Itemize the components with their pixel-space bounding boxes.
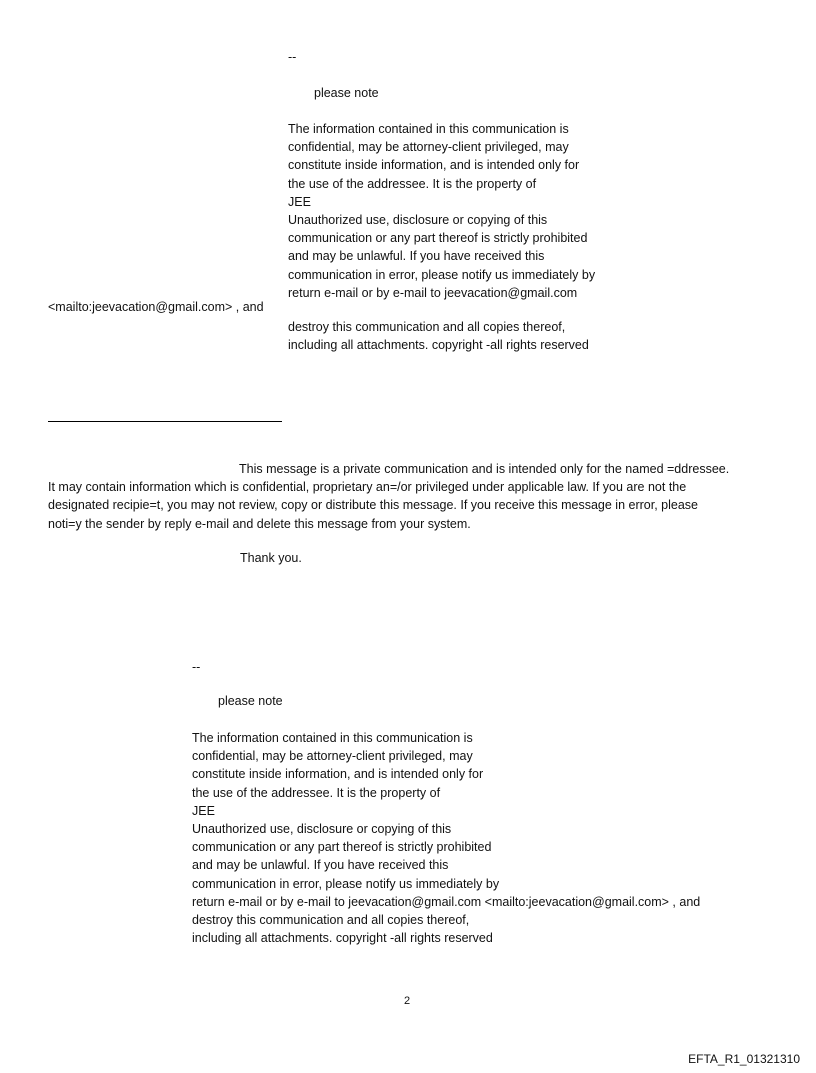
thank-you-text: Thank you.	[240, 551, 302, 565]
disclaimer-line: designated recipie=t, you may not review, copy or distribute this message. If you receive this message in error, please	[48, 498, 698, 513]
notice-line: communication or any part thereof is strictly prohibited	[192, 840, 492, 855]
separator-dashes: --	[288, 50, 297, 64]
notice-line: Unauthorized use, disclosure or copying of this	[192, 821, 452, 836]
document-id: EFTA_R1_01321310	[688, 1052, 800, 1066]
notice-line: confidential, may be attorney-client privileged, may	[192, 749, 473, 764]
notice-line: including all attachments. copyright -all rights reserved	[288, 338, 589, 353]
notice-line: communication or any part thereof is strictly prohibited	[288, 231, 588, 246]
page-number: 2	[404, 995, 411, 1007]
disclaimer-line: This message is a private communication and is intended only for the named =ddressee.	[239, 462, 730, 476]
notice-line: return e-mail or by e-mail to jeevacation@gmail.com	[288, 285, 578, 300]
disclaimer-line: noti=y the sender by reply e-mail and delete this message from your system.	[48, 516, 471, 531]
notice-line: Unauthorized use, disclosure or copying of this	[288, 212, 548, 227]
notice-line: JEE	[288, 194, 311, 209]
confidentiality-notice	[288, 120, 595, 302]
notice-line: The information contained in this communication is	[288, 122, 569, 136]
mailto-line: <mailto:jeevacation@gmail.com> , and	[48, 300, 264, 314]
disclaimer-line: It may contain information which is confidential, proprietary an=/or privileged under applicable law. If you are not the	[48, 480, 687, 495]
notice-line: communication in error, please notify us immediately by	[288, 267, 596, 282]
confidentiality-notice	[192, 729, 700, 947]
notice-line: JEE	[192, 803, 215, 818]
notice-line: The information contained in this communication is	[192, 731, 473, 745]
notice-line: constitute inside information, and is intended only for	[192, 767, 484, 782]
horizontal-rule	[48, 421, 282, 422]
please-note-heading: please note	[218, 694, 283, 708]
notice-line: return e-mail or by e-mail to jeevacation@gmail.com <mailto:jeevacation@gmail.com> , and	[192, 894, 701, 909]
notice-line: constitute inside information, and is intended only for	[288, 158, 580, 173]
notice-line: the use of the addressee. It is the property of	[192, 785, 441, 800]
notice-line: confidential, may be attorney-client privileged, may	[288, 140, 569, 155]
confidentiality-notice-tail	[288, 318, 589, 354]
notice-line: and may be unlawful. If you have received this	[192, 858, 449, 873]
separator-dashes: --	[192, 660, 201, 674]
notice-line: destroy this communication and all copies thereof,	[192, 912, 470, 927]
notice-line: including all attachments. copyright -all rights reserved	[192, 931, 493, 946]
notice-line: communication in error, please notify us immediately by	[192, 876, 500, 891]
notice-line: destroy this communication and all copies thereof,	[288, 320, 566, 334]
notice-line: the use of the addressee. It is the property of	[288, 176, 537, 191]
privacy-disclaimer	[48, 460, 729, 533]
please-note-heading: please note	[314, 86, 379, 100]
notice-line: and may be unlawful. If you have received this	[288, 249, 545, 264]
